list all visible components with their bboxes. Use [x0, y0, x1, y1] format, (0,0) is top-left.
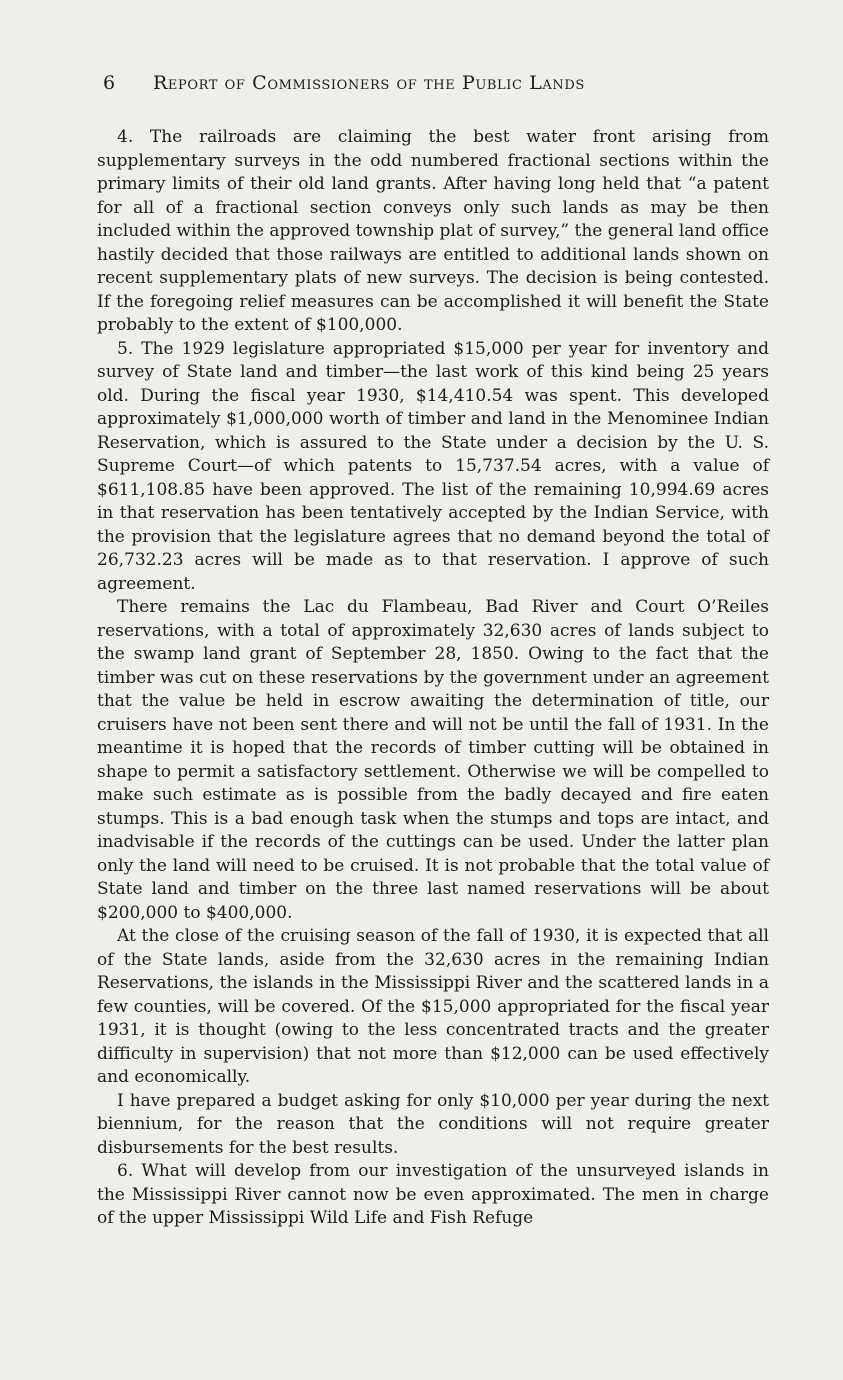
page-number: 6: [103, 72, 116, 94]
paragraph-inventory-survey: 5. The 1929 legislature appropriated $15,000 per year for inventory and survey of State land and timber—the last work of this kind being 25 years old. During the fiscal year 1930, $14,410.54 was spent. This developed approximately $1,000,000 worth of timber and land in the Menominee Indian Reservation, which is assured to the State under a decision by the U. S. Supreme Court—of which patents to 15,737.54 acres, with a value of $611,108.85 have been approved. The list of the remaining 10,994.69 acres in that reservation has been tentatively accepted by the Indian Service, with the provision that the legislature agrees that no demand beyond the total of 26,732.23 acres will be made as to that reservation. I approve of such agreement.: [97, 338, 769, 594]
paragraph-cruising-season: At the close of the cruising season of the fall of 1930, it is expected that all of the State lands, aside from the 32,630 acres in the remaining Indian Reservations, the islands in the Mississippi River and the scattered lands in a few counties, will be covered. Of the $15,000 appropriated for the fiscal year 1931, it is thought (owing to the less concentrated tracts and the greater difficulty in supervision) that not more than $12,000 can be used effectively and economically.: [97, 926, 769, 1087]
paragraph-railroads: 4. The railroads are claiming the best water front arising from supplementary surveys in the odd numbered fractional sections within the primary limits of their old land grants. After having long held that “a patent for all of a fractional section conveys only such lands as may be then included within the approved township plat of survey,” the general land office hastily decided that those railways are entitled to additional lands shown on recent supplementary plats of new surveys. The decision is being contested. If the foregoing relief measures can be accomplished it will benefit the State probably to the extent of $100,000.: [97, 127, 769, 335]
paragraph-budget: I have prepared a budget asking for only $10,000 per year during the next biennium, for the reason that the conditions will not require greater disbursements for the best results.: [97, 1090, 769, 1158]
paragraph-reservations: There remains the Lac du Flambeau, Bad River and Court O’Reiles reservations, with a total of approximately 32,630 acres of lands subject to the swamp land grant of September 28, 1850. Owing to the fact that the timber was cut on these reservations by the government under an agreement that the value be held in escrow awaiting the determination of title, our cruisers have not been sent there and will not be until the fall of 1931. In the meantime it is hoped that the records of timber cutting will be obtained in shape to permit a satisfactory settlement. Otherwise we will be compelled to make such estimate as is possible from the badly decayed and fire eaten stumps. This is a bad enough task when the stumps and tops are intact, and inadvisable if the records of the cuttings can be used. Under the latter plan only the land will need to be cruised. It is not probable that the total value of State land and timber on the three last named reservations will be about $200,000 to $400,000.: [97, 597, 769, 923]
paragraph-islands: 6. What will develop from our investigation of the unsurveyed islands in the Mississippi River cannot now be even approximated. The men in charge of the upper Mississippi Wild Life and Fish Refuge: [97, 1161, 769, 1228]
page-header: [103, 72, 723, 100]
running-title: Report of Commissioners of the Public Lands: [153, 72, 585, 94]
body-text: [97, 126, 769, 1231]
